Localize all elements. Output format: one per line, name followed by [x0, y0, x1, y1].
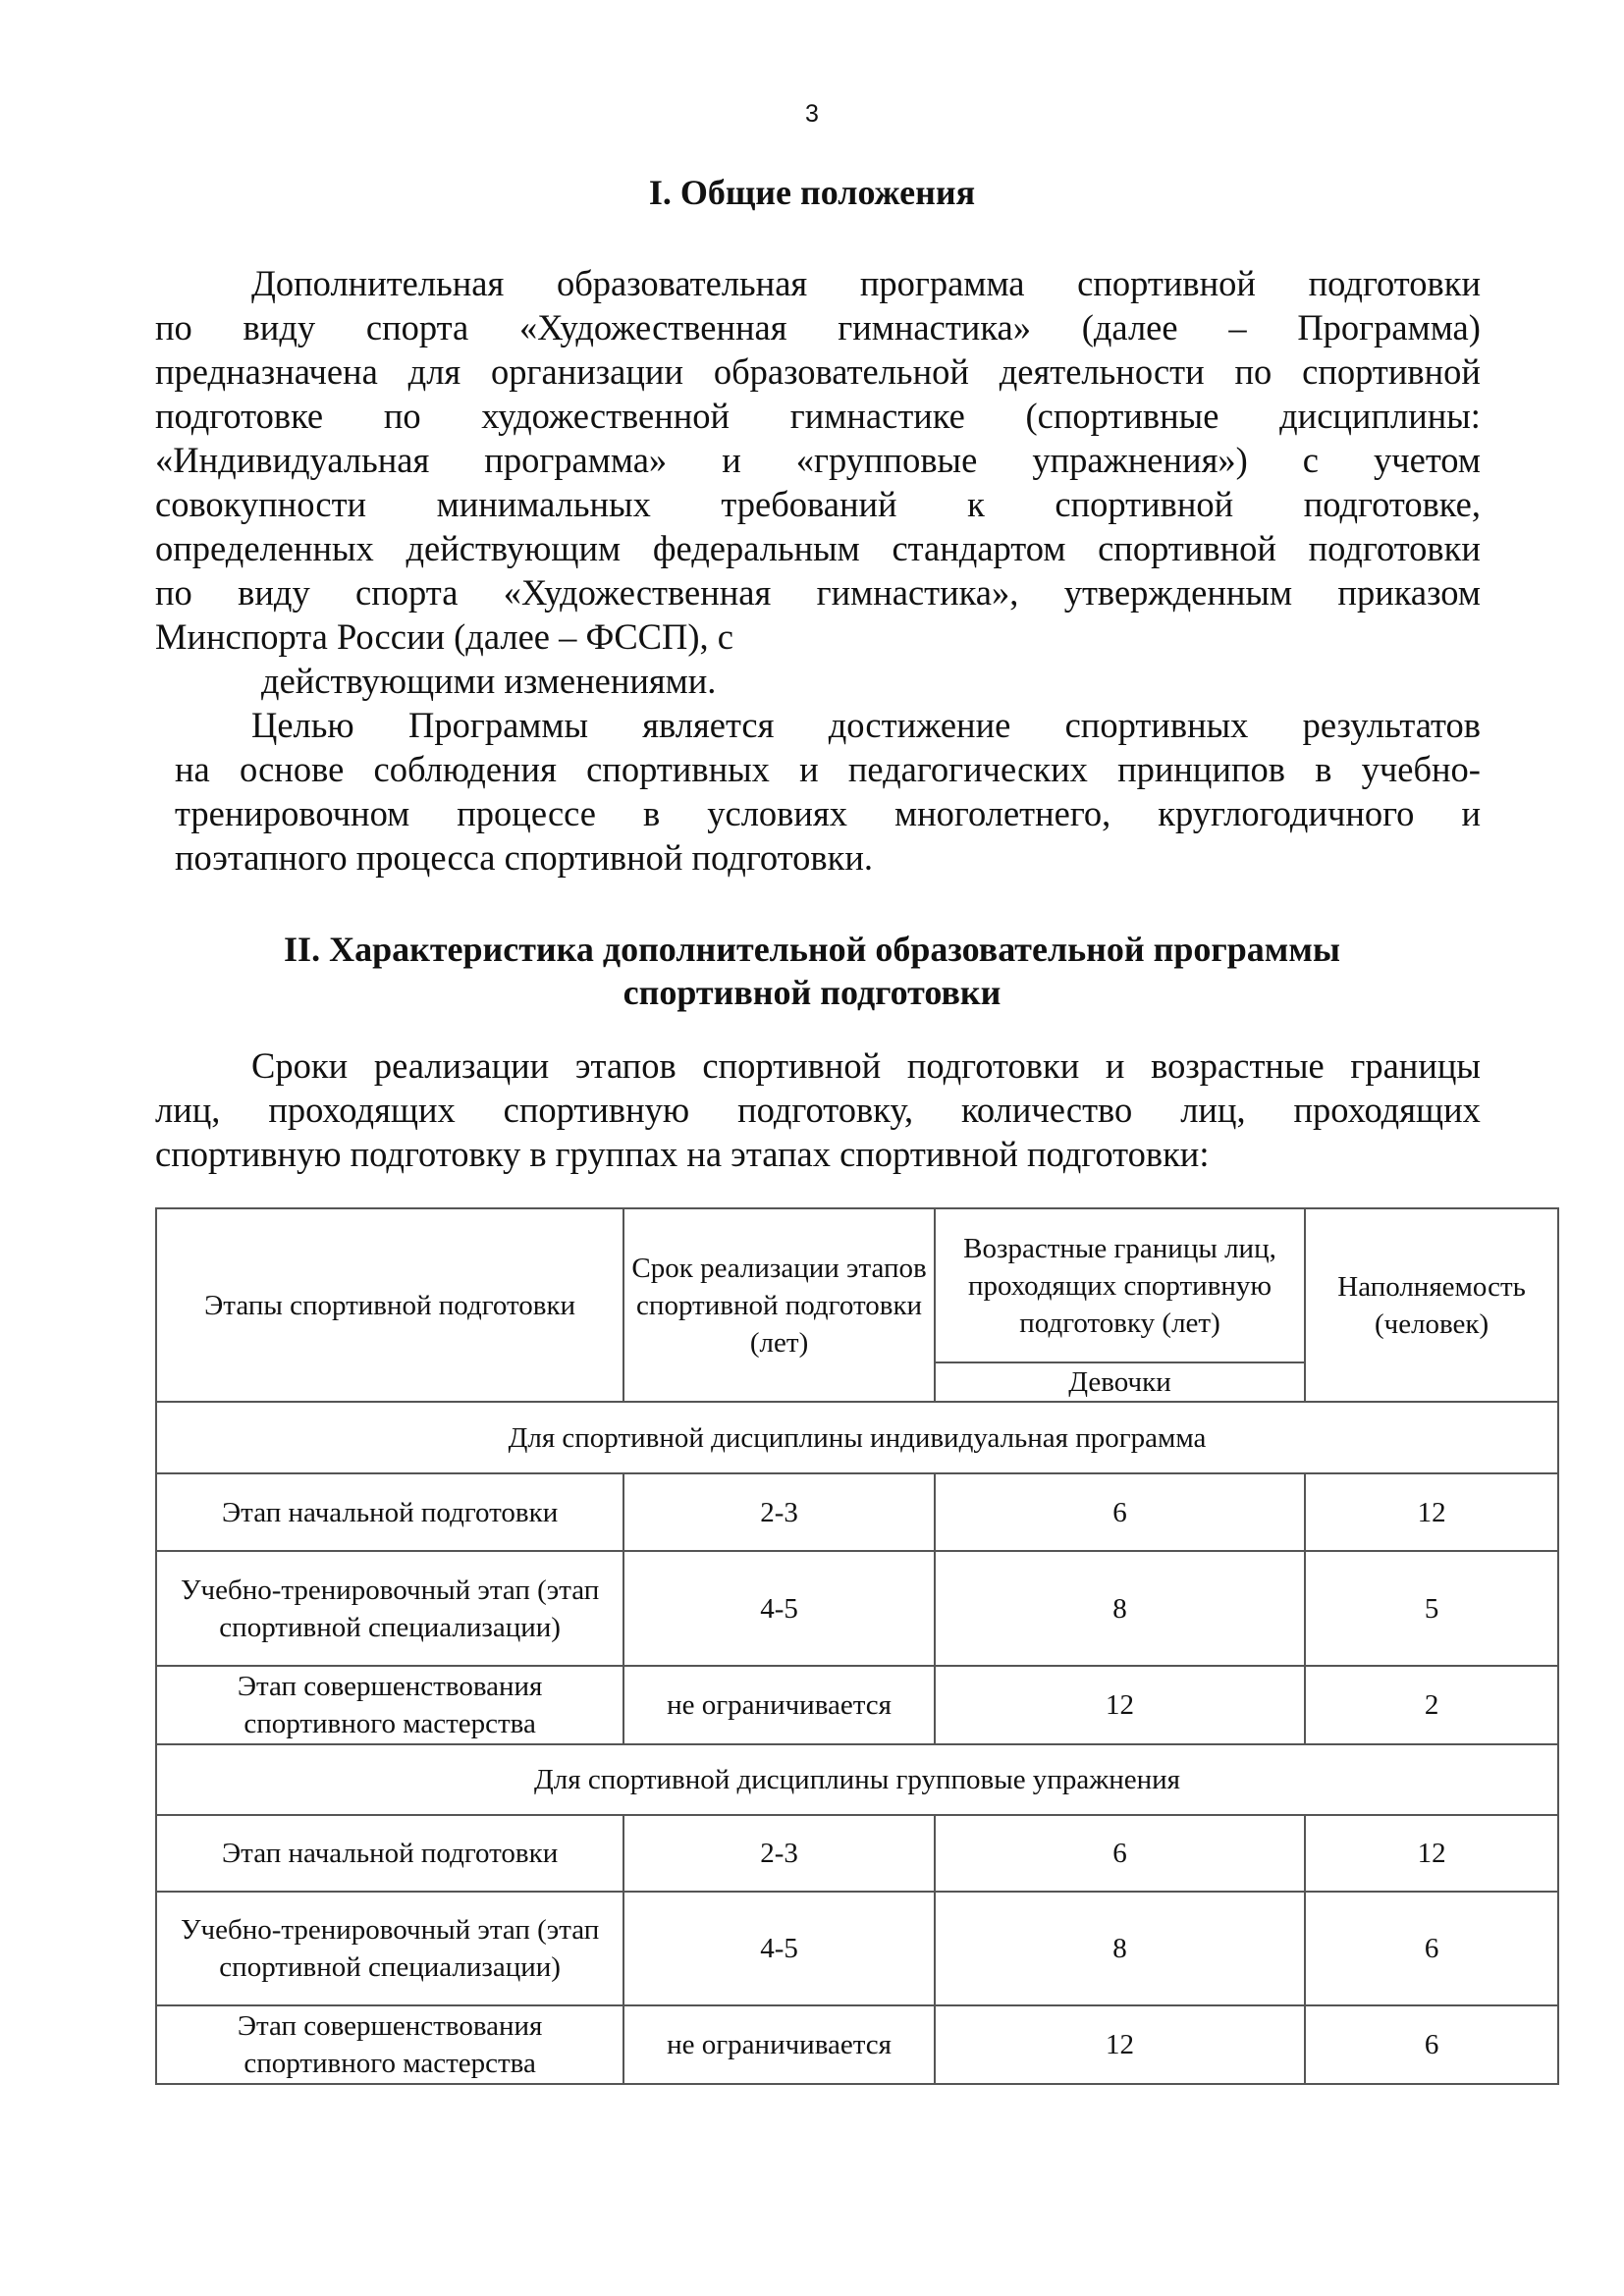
word: (спортивные	[1025, 396, 1219, 436]
word: возрастные	[1151, 1045, 1325, 1086]
word: подготовке,	[1303, 484, 1481, 524]
word: проходящих	[1293, 1090, 1481, 1130]
word: является	[642, 705, 775, 745]
cell-capacity: 12	[1305, 1815, 1558, 1892]
cell-duration: не ограничивается	[623, 1666, 935, 1744]
cell-duration: 4-5	[623, 1892, 935, 2005]
table-row	[156, 2005, 1558, 2084]
word: художественной	[481, 396, 731, 436]
para2-line	[175, 791, 1481, 835]
table-row	[156, 1815, 1558, 1892]
word: образовательной	[713, 351, 969, 392]
word: федеральным	[652, 528, 860, 568]
word: основе	[239, 749, 345, 789]
word: «Индивидуальная	[155, 440, 430, 480]
word: принципов	[1117, 749, 1285, 789]
word: подготовки	[906, 1045, 1080, 1086]
section-2-title-line2: спортивной подготовки	[623, 973, 1001, 1012]
word: (далее	[1081, 307, 1178, 347]
word: дисциплины:	[1279, 396, 1481, 436]
word: «Художественная	[503, 572, 772, 613]
word: учетом	[1374, 440, 1481, 480]
word: учебно-	[1361, 749, 1481, 789]
word: упражнения»)	[1032, 440, 1248, 480]
section-row: Для спортивной дисциплины групповые упражнения	[156, 1744, 1558, 1815]
para2-line	[175, 747, 1481, 791]
word: Программа)	[1297, 307, 1481, 347]
word: образовательная	[556, 263, 808, 303]
word: в	[643, 793, 661, 833]
cell-stage: Учебно-тренировочный этап (этап спортивной специализации)	[156, 1892, 623, 2005]
word: для	[407, 351, 461, 392]
word: педагогических	[847, 749, 1088, 789]
table-row	[156, 1551, 1558, 1666]
word: спортивной	[1302, 351, 1481, 392]
word: на	[175, 749, 210, 789]
header-duration: Срок реализации этапов спортивной подготовки (лет)	[623, 1208, 935, 1402]
word: проходящих	[268, 1090, 456, 1130]
cell-capacity: 2	[1305, 1666, 1558, 1744]
cell-stage: Этап совершенствования спортивного мастерства	[156, 1666, 623, 1744]
word: границы	[1350, 1045, 1481, 1086]
cell-stage: Учебно-тренировочный этап (этап спортивной специализации)	[156, 1551, 623, 1666]
word: спортивной	[1055, 484, 1234, 524]
intro-last-line: спортивную подготовку в группах на этапах спортивной подготовки:	[155, 1134, 1210, 1174]
intro-line	[155, 1088, 1481, 1132]
word: подготовки	[1308, 528, 1481, 568]
section-row: Для спортивной дисциплины индивидуальная программа	[156, 1402, 1558, 1473]
cell-age: 6	[935, 1473, 1305, 1551]
word: минимальных	[436, 484, 651, 524]
word: многолетнего,	[894, 793, 1111, 833]
word: условиях	[707, 793, 847, 833]
para1-line	[251, 261, 1481, 305]
word: спортивных	[1064, 705, 1249, 745]
section-2-title-line1: II. Характеристика дополнительной образовательной программы	[284, 930, 1340, 969]
word: организации	[491, 351, 683, 392]
word: стандартом	[892, 528, 1066, 568]
word: по	[155, 307, 192, 347]
header-age-sub: Девочки	[935, 1362, 1305, 1402]
word: гимнастика»,	[816, 572, 1019, 613]
word: по	[383, 396, 421, 436]
word: Дополнительная	[251, 263, 505, 303]
word: деятельности	[999, 351, 1205, 392]
word: спорта	[355, 572, 459, 613]
word: спортивной	[1077, 263, 1256, 303]
header-age: Возрастные границы лиц, проходящих спортивную подготовку (лет)	[935, 1208, 1305, 1362]
para1-line	[155, 305, 1481, 349]
cell-stage: Этап начальной подготовки	[156, 1473, 623, 1551]
word: определенных	[155, 528, 374, 568]
word: по	[1234, 351, 1272, 392]
section-1-title: I. Общие положения	[648, 173, 976, 212]
word: виду	[238, 572, 310, 613]
cell-capacity: 6	[1305, 1892, 1558, 2005]
word: лиц,	[155, 1090, 221, 1130]
cell-age: 12	[935, 2005, 1305, 2084]
word: этапов	[574, 1045, 677, 1086]
table-row	[156, 1892, 1558, 2005]
word: «Художественная	[519, 307, 787, 347]
intro-line	[251, 1043, 1481, 1088]
word: тренировочном	[175, 793, 410, 833]
word: круглогодичного	[1158, 793, 1415, 833]
word: процессе	[457, 793, 596, 833]
table-row	[156, 1666, 1558, 1744]
header-capacity: Наполняемость (человек)	[1305, 1208, 1558, 1402]
cell-capacity: 5	[1305, 1551, 1558, 1666]
word: и	[722, 440, 741, 480]
word: спорта	[365, 307, 469, 347]
cell-age: 12	[935, 1666, 1305, 1744]
word: виду	[243, 307, 316, 347]
para2-last-line: поэтапного процесса спортивной подготовки.	[175, 837, 874, 878]
word: гимнастике	[789, 396, 965, 436]
word: Программы	[407, 705, 588, 745]
para1-line	[155, 438, 1481, 482]
para1-line	[155, 482, 1481, 526]
word: гимнастика»	[838, 307, 1031, 347]
cell-stage: Этап начальной подготовки	[156, 1815, 623, 1892]
cell-duration: 2-3	[623, 1473, 935, 1551]
para1-last-line: Минспорта России (далее – ФССП), с	[155, 616, 733, 657]
cell-age: 8	[935, 1551, 1305, 1666]
para1-line	[155, 570, 1481, 614]
word: Целью	[251, 705, 354, 745]
cell-capacity: 12	[1305, 1473, 1558, 1551]
word: по	[155, 572, 192, 613]
word: и	[1105, 1045, 1125, 1086]
stages-table	[155, 1207, 1559, 2085]
word: спортивной	[1098, 528, 1276, 568]
word: в	[1315, 749, 1332, 789]
word: –	[1228, 307, 1247, 347]
word: количество	[961, 1090, 1133, 1130]
word: подготовку,	[737, 1090, 914, 1130]
para1-line	[155, 394, 1481, 438]
word: требований	[721, 484, 897, 524]
word: результатов	[1302, 705, 1481, 745]
cell-stage: Этап совершенствования спортивного мастерства	[156, 2005, 623, 2084]
page-number: 3	[805, 100, 819, 128]
para2-line	[251, 703, 1481, 747]
word: «групповые	[795, 440, 978, 480]
word: спортивной	[702, 1045, 882, 1086]
word: подготовки	[1308, 263, 1481, 303]
cell-duration: 2-3	[623, 1815, 935, 1892]
word: с	[1302, 440, 1319, 480]
cell-duration: не ограничивается	[623, 2005, 935, 2084]
word: предназначена	[155, 351, 378, 392]
word: Сроки	[251, 1045, 349, 1086]
para1-line	[155, 526, 1481, 570]
header-stages: Этапы спортивной подготовки	[156, 1208, 623, 1402]
word: подготовке	[155, 396, 324, 436]
word: программа	[859, 263, 1025, 303]
para1-line	[155, 349, 1481, 394]
cell-capacity: 6	[1305, 2005, 1558, 2084]
word: достижение	[828, 705, 1011, 745]
word: и	[1461, 793, 1481, 833]
word: реализации	[373, 1045, 550, 1086]
word: спортивных	[586, 749, 770, 789]
table-row	[156, 1473, 1558, 1551]
word: действующим	[406, 528, 622, 568]
word: лиц,	[1180, 1090, 1246, 1130]
para1-tail-line: действующими изменениями.	[261, 661, 717, 701]
word: и	[799, 749, 819, 789]
word: спортивную	[503, 1090, 690, 1130]
word: программа»	[484, 440, 668, 480]
cell-duration: 4-5	[623, 1551, 935, 1666]
word: утвержденным	[1063, 572, 1293, 613]
word: соблюдения	[373, 749, 557, 789]
word: к	[967, 484, 985, 524]
cell-age: 6	[935, 1815, 1305, 1892]
word: приказом	[1337, 572, 1481, 613]
word: совокупности	[155, 484, 367, 524]
cell-age: 8	[935, 1892, 1305, 2005]
